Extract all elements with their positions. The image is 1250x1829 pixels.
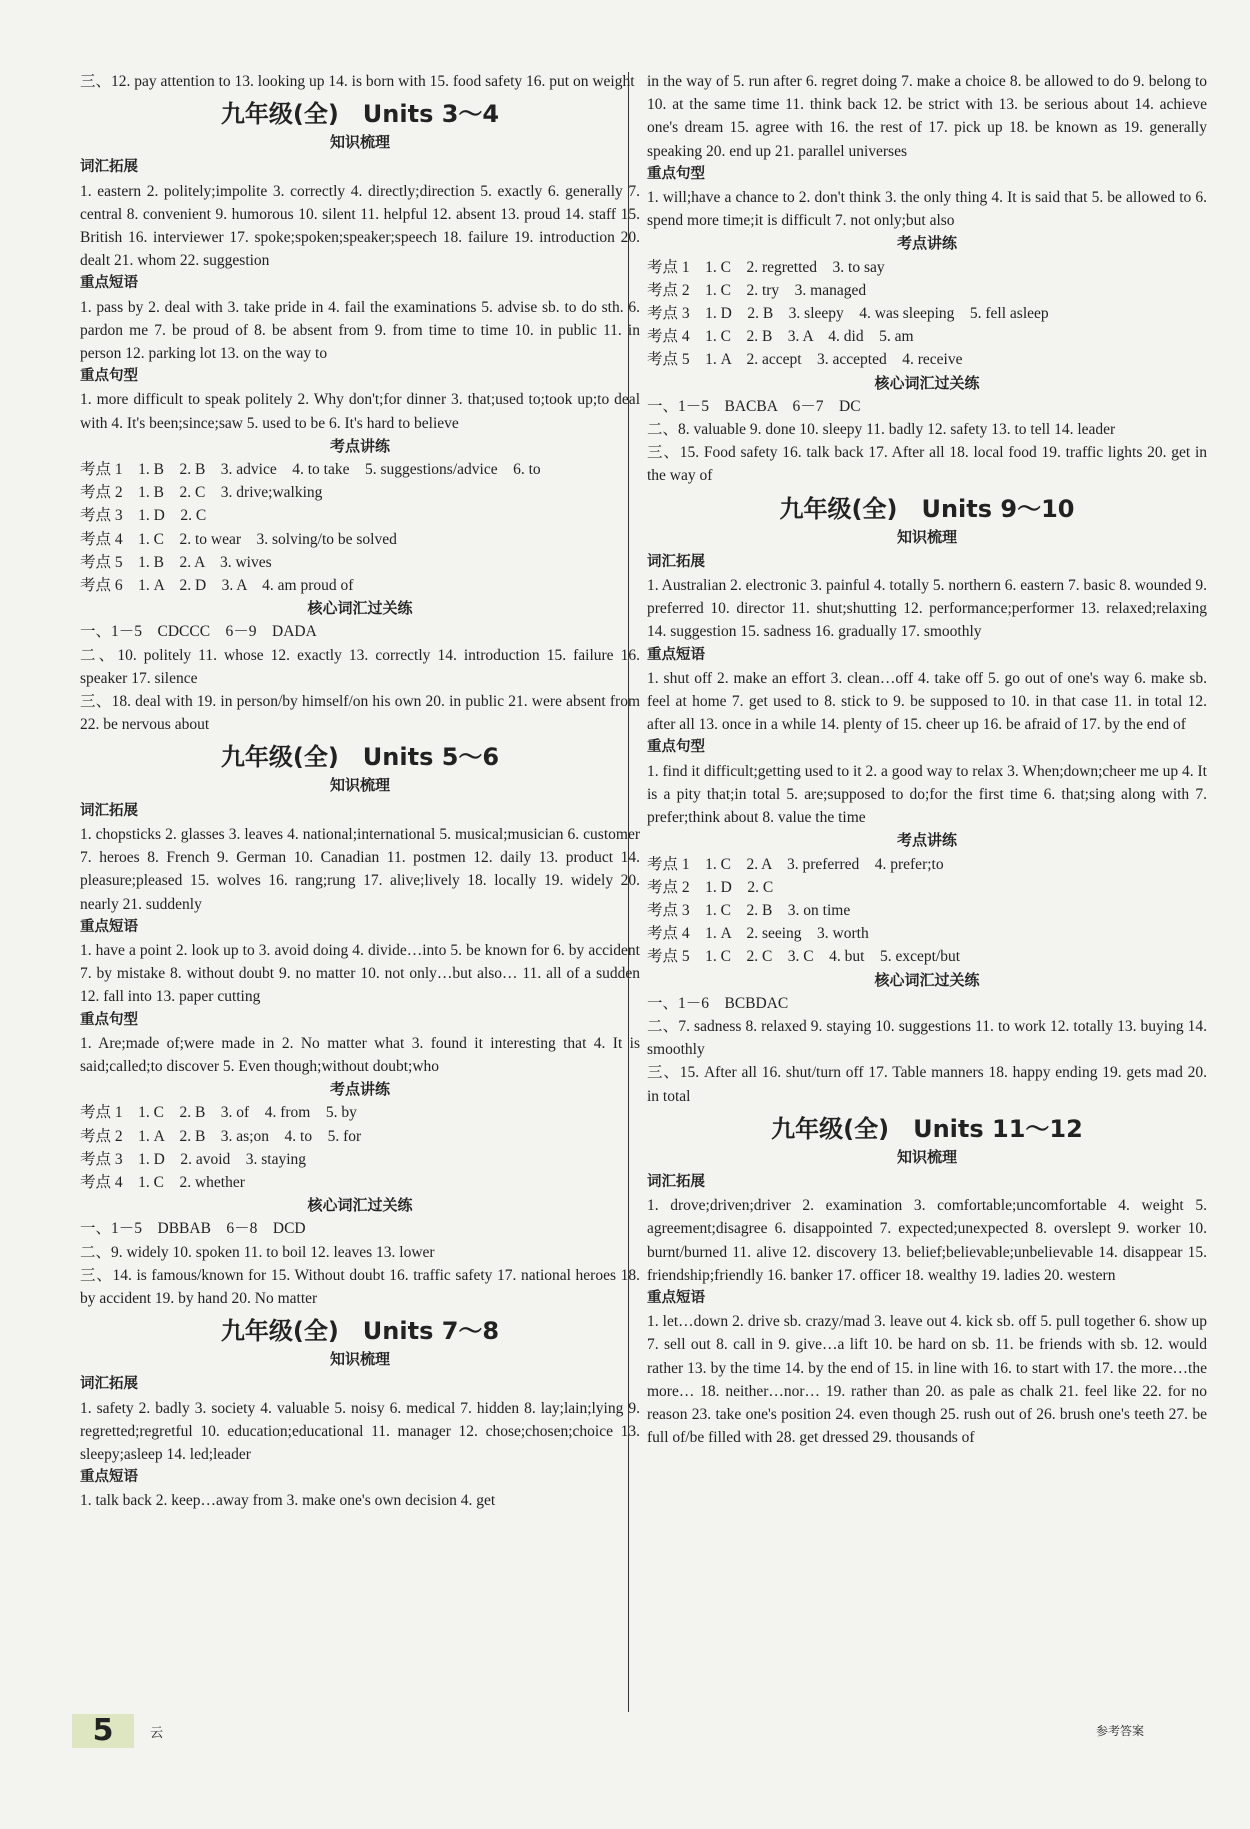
answer-paragraph: 1. have a point 2. look up to 3. avoid doing 4. divide…into 5. be known for 6. by accident 7. by mistake 8. without doubt 9. no matter 10. not only…but also… 11. all of a sudden 12. fall into 13. paper cutting [80, 941, 640, 1006]
answer-paragraph: 考点 3 1. D 2. B 3. sleepy 4. was sleeping 5. fell asleep [647, 305, 1049, 323]
subsection-heading: 核心词汇过关练 [874, 970, 980, 989]
answer-paragraph: 考点 3 1. C 2. B 3. on time [647, 901, 851, 919]
unit-title: 九年级(全) Units 9～10 [779, 494, 1075, 523]
subsection-heading: 考点讲练 [896, 234, 957, 253]
subsection-heading: 核心词汇过关练 [874, 373, 980, 392]
answer-paragraph: 考点 1 1. C 2. regretted 3. to say [647, 258, 885, 276]
subsection-heading: 考点讲练 [329, 1080, 390, 1099]
answer-paragraph: 考点 6 1. A 2. D 3. A 4. am proud of [80, 577, 354, 595]
answer-paragraph: 考点 1 1. C 2. A 3. preferred 4. prefer;to [647, 855, 944, 873]
page-number: 5 [72, 1714, 134, 1748]
unit-subtitle: 知识梳理 [329, 133, 390, 152]
answer-paragraph: 二、10. politely 11. whose 12. exactly 13. correctly 14. introduction 15. failure 16. speaker 17. silence [80, 646, 640, 687]
answer-paragraph: 1. let…down 2. drive sb. crazy/mad 3. leave out 4. kick sb. off 5. pull together 6. show up 7. sell out 8. call in 9. give…a lift 10. be hard on sb. 11. be friends with sb. 12. would rather 13. by the time 14. by the end of 15. in line with 16. to start with 17. the more…the more… 18. neither…nor… 19. rather than 20. as pale as chalk 21. feel like 22. for no reason 23. take one's position 24. even though 25. rush out of 26. brush one's teeth 27. be full of/be filled with 28. get dressed 29. thousands of [647, 1313, 1207, 1447]
answer-paragraph: 考点 3 1. D 2. C [80, 507, 207, 525]
answer-paragraph: 1. chopsticks 2. glasses 3. leaves 4. national;international 5. musical;musician 6. customer 7. heroes 8. French 9. German 10. Canadian 11. postmen 12. daily 13. product 14. pleasure;pleased 15. wolves 16. rang;rung 17. alive;lively 18. locally 19. widely 20. nearly 21. suddenly [80, 825, 640, 913]
subsection-heading: 考点讲练 [896, 831, 957, 850]
answer-paragraph: 考点 2 1. C 2. try 3. managed [647, 281, 867, 299]
unit-subtitle: 知识梳理 [896, 527, 957, 546]
section-heading: 重点短语 [80, 1469, 138, 1486]
section-heading: 重点短语 [80, 918, 138, 935]
unit-title: 九年级(全) Units 7～8 [220, 1317, 500, 1346]
answer-paragraph: 1. eastern 2. politely;impolite 3. correctly 4. directly;direction 5. exactly 6. generally 7. central 8. convenient 9. humorous 10. silent 11. helpful 12. absent 13. proud 14. staff 15. British 16. interviewer 17. spoke;spoken;speaker;speech 18. failure 19. introduction 20. dealt 21. whom 22. suggestion [80, 182, 640, 270]
answer-paragraph: 三、18. deal with 19. in person/by himself/on his own 20. in public 21. were absent from 22. be nervous about [80, 693, 640, 734]
answer-paragraph: 考点 5 1. A 2. accept 3. accepted 4. receive [647, 351, 963, 369]
section-heading: 重点短语 [647, 1289, 705, 1306]
section-heading: 重点句型 [647, 739, 705, 756]
section-heading: 词汇拓展 [647, 553, 705, 570]
right-column [647, 70, 1207, 1449]
answer-paragraph: 1. drove;driven;driver 2. examination 3. comfortable;uncomfortable 4. weight 5. agreement;disagree 6. disappointed 7. expected;unexpected 8. overslept 9. worker 10. burnt/burned 11. alive 12. discovery 13. belief;believable;unbelievable 14. disappear 15. friendship;friendly 16. banker 17. officer 18. wealthy 19. ladies 20. western [647, 1197, 1207, 1284]
answer-paragraph: 1. will;have a chance to 2. don't think 3. the only thing 4. It is said that 5. be allowed to 6. spend more time;it is difficult 7. not only;but also [647, 189, 1207, 230]
answer-paragraph: 考点 1 1. C 2. B 3. of 4. from 5. by [80, 1104, 357, 1122]
answer-paragraph: 一、1－5 CDCCC 6－9 DADA [80, 623, 317, 641]
subsection-heading: 核心词汇过关练 [307, 599, 413, 618]
answer-paragraph: 三、14. is famous/known for 15. Without doubt 16. traffic safety 17. national heroes 18. by accident 19. by hand 20. No matter [80, 1266, 640, 1307]
unit-title: 九年级(全) Units 3～4 [220, 100, 500, 129]
answer-paragraph: 考点 1 1. B 2. B 3. advice 4. to take 5. suggestions/advice 6. to [80, 461, 541, 479]
answer-paragraph: 1. safety 2. badly 3. society 4. valuable 5. noisy 6. medical 7. hidden 8. lay;lain;lying 9. regretted;regretful 10. education;educational 11. manager 12. chose;chosen;choice 13. sleepy;asleep 14. led;leader [80, 1399, 640, 1463]
answer-paragraph: 考点 5 1. C 2. C 3. C 4. but 5. except/but [647, 948, 961, 966]
section-heading: 词汇拓展 [80, 802, 138, 819]
answer-paragraph: 1. Are;made of;were made in 2. No matter what 3. found it interesting that 4. It is said;called;to discover 5. Even though;without doubt;who [80, 1034, 640, 1075]
answer-paragraph: 考点 2 1. D 2. C [647, 878, 774, 896]
answer-paragraph: 考点 5 1. B 2. A 3. wives [80, 553, 272, 571]
answer-paragraph: 考点 4 1. C 2. B 3. A 4. did 5. am [647, 328, 914, 346]
answer-paragraph: 1. find it difficult;getting used to it 2. a good way to relax 3. When;down;cheer me up 4. It is a pity that;in total 5. are;supposed to do;for the first time 6. that;sing along with 7. prefer;think about 8. value the time [647, 762, 1207, 827]
answer-paragraph: 二、8. valuable 9. done 10. sleepy 11. badly 12. safety 13. to tell 14. leader [647, 421, 1116, 439]
subsection-heading: 核心词汇过关练 [307, 1196, 413, 1215]
unit-title: 九年级(全) Units 11～12 [771, 1114, 1083, 1143]
answer-paragraph: 二、9. widely 10. spoken 11. to boil 12. leaves 13. lower [80, 1243, 435, 1261]
section-heading: 重点句型 [647, 165, 705, 182]
answer-paragraph: 考点 2 1. B 2. C 3. drive;walking [80, 484, 323, 502]
answer-paragraph: 二、7. sadness 8. relaxed 9. staying 10. suggestions 11. to work 12. totally 13. buying 14. smoothly [647, 1017, 1207, 1059]
section-heading: 词汇拓展 [80, 159, 138, 176]
reference-label: 参考答案 [1096, 1724, 1145, 1738]
section-heading: 重点短语 [647, 646, 705, 663]
answer-paragraph: 考点 4 1. C 2. whether [80, 1173, 245, 1191]
unit-title: 九年级(全) Units 5～6 [220, 743, 500, 772]
answer-paragraph: 三、15. After all 16. shut/turn off 17. Table manners 18. happy ending 19. gets mad 20. in total [647, 1064, 1207, 1105]
answer-paragraph: 1. talk back 2. keep…away from 3. make one's own decision 4. get [80, 1492, 496, 1510]
answer-paragraph: 1. pass by 2. deal with 3. take pride in 4. fail the examinations 5. advise sb. to do sth. 6. pardon me 7. be proud of 8. be absent from 9. from time to time 10. in public 11. in person 12. parking lot 13. on the way to [80, 298, 640, 363]
answer-paragraph: 一、1－5 DBBAB 6－8 DCD [80, 1220, 306, 1238]
answer-paragraph: 1. Australian 2. electronic 3. painful 4. totally 5. northern 6. eastern 7. basic 8. wounded 9. preferred 10. director 11. shut;shutting 12. performance;performer 13. relaxed;relaxing 14. suggestion 15. sadness 16. gradually 17. smoothly [647, 577, 1208, 641]
answer-paragraph: in the way of 5. run after 6. regret doing 7. make a choice 8. be allowed to do 9. belong to 10. at the same time 11. think back 12. be strict with 13. be serious about 14. achieve one's dream 15. agree with 16. the rest of 17. pick up 18. be known as 19. generally speaking 20. end up 21. parallel universes [647, 73, 1207, 160]
subsection-heading: 考点讲练 [329, 436, 390, 455]
section-heading: 词汇拓展 [80, 1376, 138, 1393]
unit-subtitle: 知识梳理 [896, 1147, 957, 1166]
section-heading: 重点句型 [80, 368, 138, 385]
answer-paragraph: 考点 3 1. D 2. avoid 3. staying [80, 1150, 307, 1168]
unit-subtitle: 知识梳理 [329, 776, 390, 795]
answer-paragraph: 三、12. pay attention to 13. looking up 14. is born with 15. food safety 16. put on weight [80, 73, 635, 90]
answer-paragraph: 一、1－5 BACBA 6－7 DC [647, 397, 861, 415]
section-heading: 重点短语 [80, 275, 138, 292]
region-mark: 云 [150, 1726, 164, 1741]
answer-paragraph: 考点 2 1. A 2. B 3. as;on 4. to 5. for [80, 1127, 362, 1145]
unit-subtitle: 知识梳理 [329, 1350, 390, 1369]
answer-paragraph: 考点 4 1. A 2. seeing 3. worth [647, 925, 869, 943]
answer-paragraph: 1. shut off 2. make an effort 3. clean…off 4. take off 5. go out of one's way 6. make sb. feel at home 7. get used to 8. stick to 9. be supposed to 10. in that case 11. in total 12. after all 13. once in a while 14. plenty of 15. cheer up 16. be afraid of 17. by the end of [647, 669, 1207, 734]
section-heading: 重点句型 [80, 1011, 138, 1028]
section-heading: 词汇拓展 [647, 1173, 705, 1190]
answer-paragraph: 三、15. Food safety 16. talk back 17. After all 18. local food 19. traffic lights 20. get in the way of [647, 444, 1207, 485]
answer-paragraph: 1. more difficult to speak politely 2. Why don't;for dinner 3. that;used to;took up;to deal with 4. It's been;since;saw 5. used to be 6. It's hard to believe [80, 391, 640, 432]
left-column [80, 70, 640, 1513]
answer-paragraph: 一、1－6 BCBDAC [647, 994, 789, 1012]
answer-paragraph: 考点 4 1. C 2. to wear 3. solving/to be solved [80, 530, 397, 548]
